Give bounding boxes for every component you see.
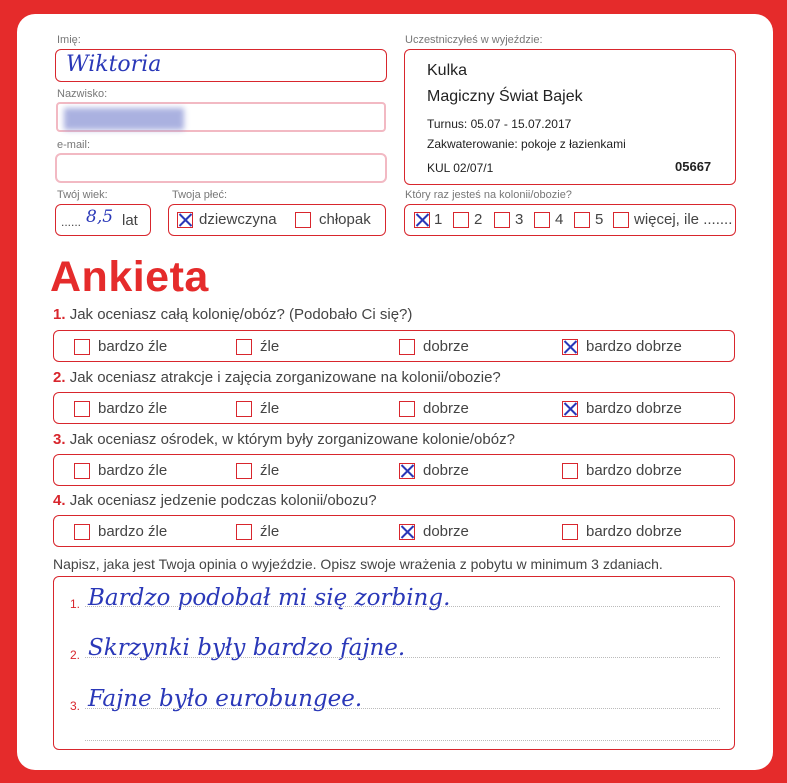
q1-dobrze-checkbox[interactable] xyxy=(399,339,415,355)
q3-bardzo-dobrze-checkbox[interactable] xyxy=(562,463,578,479)
q2-bardzo-dobrze-checkbox[interactable] xyxy=(562,401,578,417)
gender-label: Twoja płeć: xyxy=(172,189,228,201)
age-field[interactable] xyxy=(55,204,151,236)
q2-zle-checkbox[interactable] xyxy=(236,401,252,417)
email-label: e-mail: xyxy=(57,139,91,151)
answer-line xyxy=(85,708,720,709)
gender-girl-checkbox[interactable] xyxy=(177,212,193,228)
times-1-checkbox[interactable] xyxy=(414,212,430,228)
q4-bardzo-dobrze-checkbox[interactable] xyxy=(562,524,578,540)
answer-2-text: Skrzynki były bardzo fajne. xyxy=(88,635,406,661)
q1-opt-label: źle xyxy=(260,338,280,355)
answer-3-number: 3. xyxy=(70,699,81,713)
q3-zle-checkbox[interactable] xyxy=(236,463,252,479)
q4-opt-label: bardzo dobrze xyxy=(586,523,682,540)
q4-opt-label: dobrze xyxy=(423,523,469,540)
times-1-label: 1 xyxy=(434,211,443,228)
trip-code: KUL 02/07/1 xyxy=(427,161,494,175)
q2-opt-label: bardzo źle xyxy=(98,400,168,417)
gender-group xyxy=(168,204,386,236)
q4-opt-label: źle xyxy=(260,523,280,540)
q4-zle-checkbox[interactable] xyxy=(236,524,252,540)
q3-dobrze-checkbox[interactable] xyxy=(399,463,415,479)
trip-number: 05667 xyxy=(675,159,712,174)
question-1-options xyxy=(53,330,735,362)
times-3-label: 3 xyxy=(515,211,524,228)
trip-line2: Magiczny Świat Bajek xyxy=(427,88,583,105)
name-value: Wiktoria xyxy=(66,52,162,77)
question-4: 4. Jak oceniasz jedzenie podczas kolonii/obozu? xyxy=(53,492,377,509)
q3-opt-label: bardzo źle xyxy=(98,462,168,479)
email-field[interactable] xyxy=(55,153,387,183)
question-3: 3. Jak oceniasz ośrodek, w którym były zorganizowane kolonie/obóz? xyxy=(53,431,515,448)
times-2-checkbox[interactable] xyxy=(453,212,469,228)
q4-dobrze-checkbox[interactable] xyxy=(399,524,415,540)
question-1: 1. Jak oceniasz całą kolonię/obóz? (Podobało Ci się?) xyxy=(53,306,413,323)
q4-opt-label: bardzo źle xyxy=(98,523,168,540)
answer-1-number: 1. xyxy=(70,597,81,611)
q1-zle-checkbox[interactable] xyxy=(236,339,252,355)
q2-opt-label: bardzo dobrze xyxy=(586,400,682,417)
question-4-options xyxy=(53,515,735,547)
name-field[interactable] xyxy=(55,49,387,82)
times-5-label: 5 xyxy=(595,211,604,228)
times-4-checkbox[interactable] xyxy=(534,212,550,228)
trip-accommodation: Zakwaterowanie: pokoje z łazienkami xyxy=(427,137,626,151)
q2-dobrze-checkbox[interactable] xyxy=(399,401,415,417)
age-unit: lat xyxy=(122,212,138,229)
survey-title: Ankieta xyxy=(50,253,209,301)
q2-opt-label: źle xyxy=(260,400,280,417)
q3-bardzo-zle-checkbox[interactable] xyxy=(74,463,90,479)
age-dots: ...... xyxy=(61,215,82,229)
question-3-options xyxy=(53,454,735,486)
answer-2-number: 2. xyxy=(70,648,81,662)
times-2-label: 2 xyxy=(474,211,483,228)
question-2: 2. Jak oceniasz atrakcje i zajęcia zorganizowane na kolonii/obozie? xyxy=(53,369,501,386)
times-4-label: 4 xyxy=(555,211,564,228)
times-more-checkbox[interactable] xyxy=(613,212,629,228)
answer-line xyxy=(85,606,720,607)
times-group xyxy=(404,204,736,236)
q3-opt-label: bardzo dobrze xyxy=(586,462,682,479)
q4-bardzo-zle-checkbox[interactable] xyxy=(74,524,90,540)
name-label: Imię: xyxy=(57,34,81,46)
opinion-prompt: Napisz, jaka jest Twoja opinia o wyjeździe. Opisz swoje wrażenia z pobytu w minimum 3 zdaniach. xyxy=(53,556,663,572)
times-5-checkbox[interactable] xyxy=(574,212,590,228)
q1-bardzo-dobrze-checkbox[interactable] xyxy=(562,339,578,355)
age-label: Twój wiek: xyxy=(57,189,108,201)
surname-label: Nazwisko: xyxy=(57,88,108,100)
times-more-label: więcej, ile ....... xyxy=(634,211,733,228)
q3-opt-label: źle xyxy=(260,462,280,479)
q2-opt-label: dobrze xyxy=(423,400,469,417)
age-value: 8,5 xyxy=(86,207,114,227)
q2-bardzo-zle-checkbox[interactable] xyxy=(74,401,90,417)
q1-opt-label: bardzo źle xyxy=(98,338,168,355)
trip-turnus: Turnus: 05.07 - 15.07.2017 xyxy=(427,117,572,131)
gender-boy-checkbox[interactable] xyxy=(295,212,311,228)
answer-3-text: Fajne było eurobungee. xyxy=(88,686,363,712)
trip-label: Uczestniczyłeś w wyjeździe: xyxy=(405,34,543,46)
trip-info-box xyxy=(404,49,736,185)
trip-line1: Kulka xyxy=(427,62,468,79)
q1-bardzo-zle-checkbox[interactable] xyxy=(74,339,90,355)
times-3-checkbox[interactable] xyxy=(494,212,510,228)
q1-opt-label: bardzo dobrze xyxy=(586,338,682,355)
question-2-options xyxy=(53,392,735,424)
answer-1-text: Bardzo podobał mi się zorbing. xyxy=(88,585,451,611)
gender-boy-label: chłopak xyxy=(319,211,371,228)
q3-opt-label: dobrze xyxy=(423,462,469,479)
surname-redacted xyxy=(64,108,184,130)
q1-opt-label: dobrze xyxy=(423,338,469,355)
times-label: Który raz jesteś na kolonii/obozie? xyxy=(405,189,572,201)
gender-girl-label: dziewczyna xyxy=(199,211,277,228)
answer-line xyxy=(85,657,720,658)
answer-line xyxy=(85,740,720,741)
